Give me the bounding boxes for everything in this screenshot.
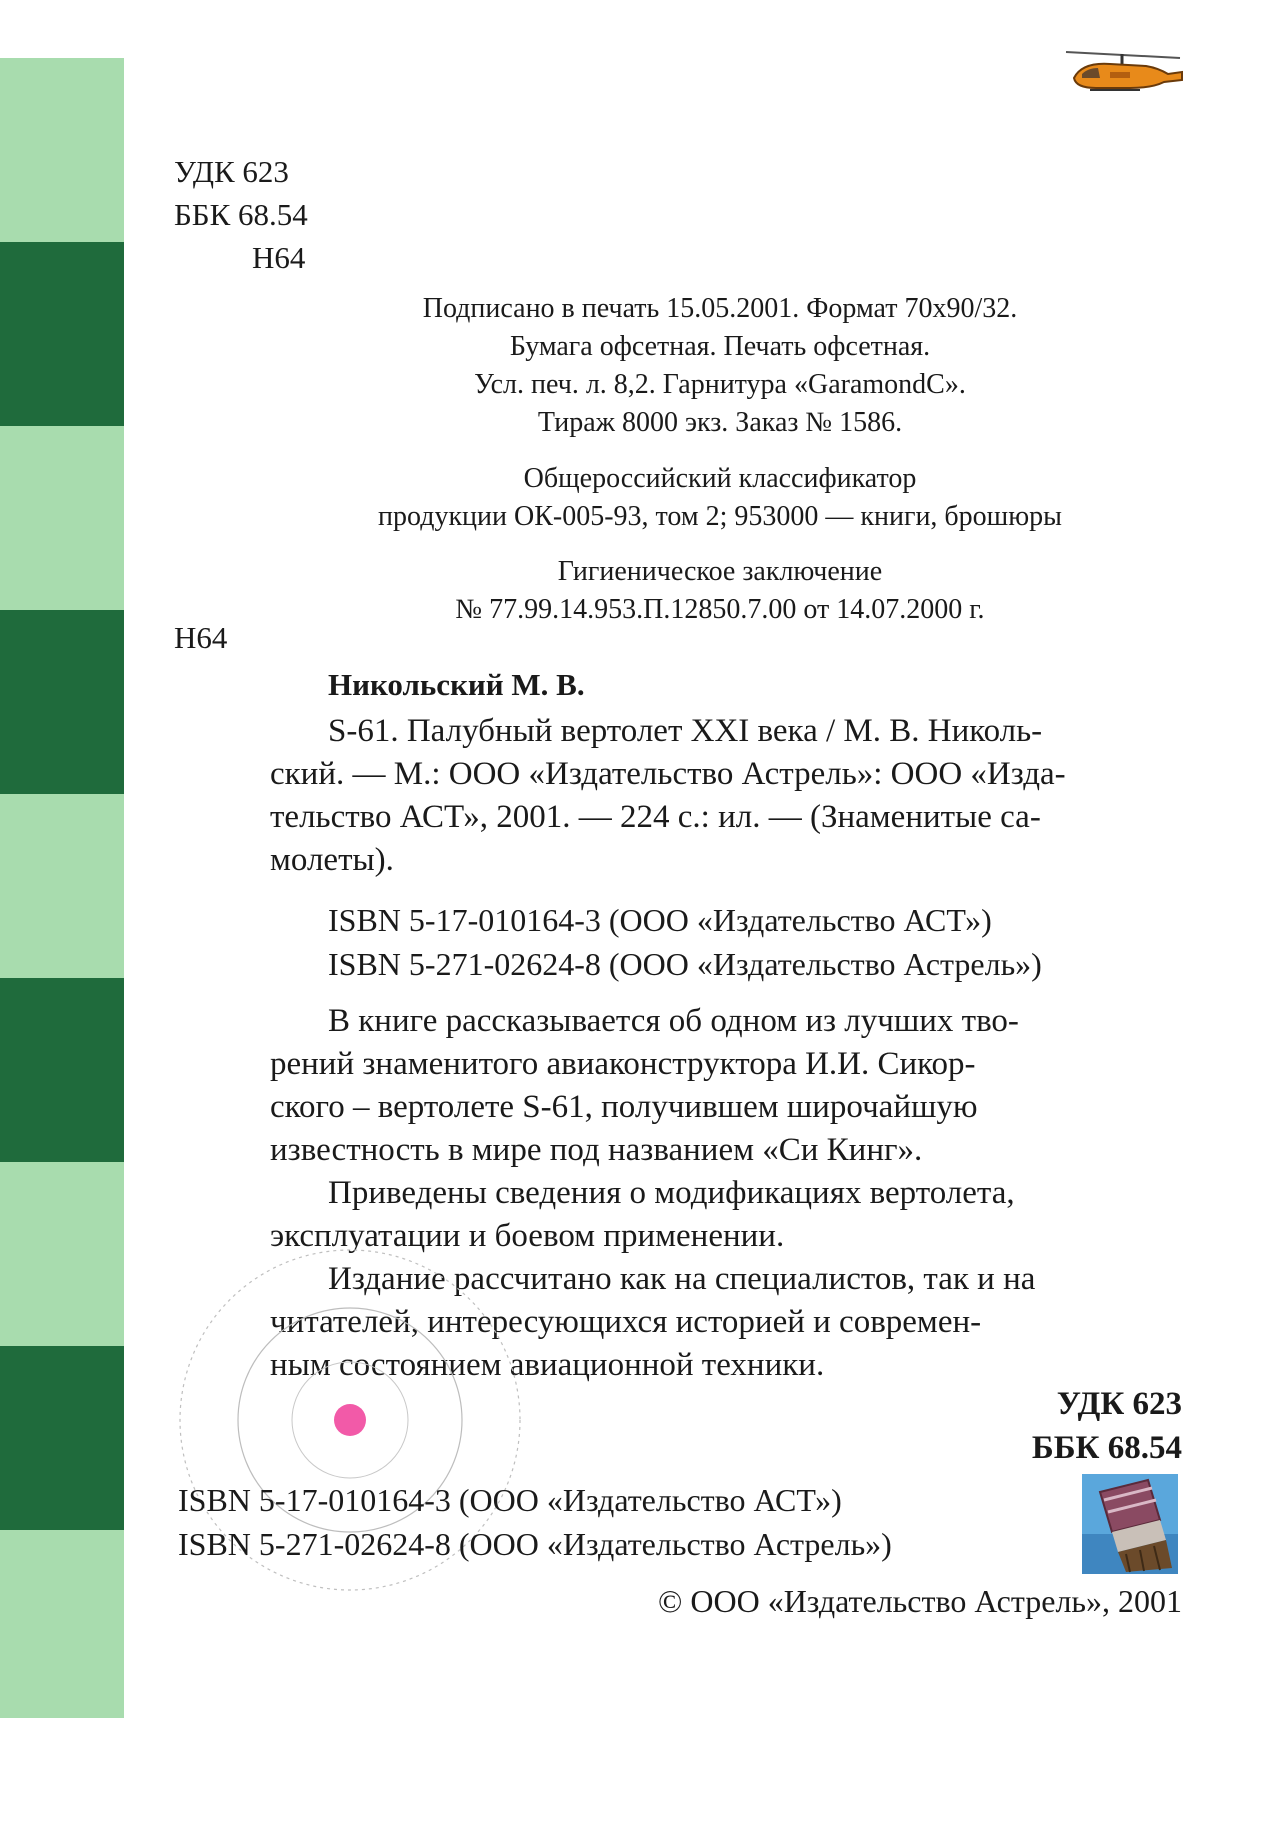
isbn-outer-block [178, 1478, 892, 1566]
isbn-line: ISBN 5-17-010164-3 (ООО «Издательство АСТ») [328, 902, 992, 938]
annotation-line: читателей, интересующихся историей и современ- [270, 1304, 982, 1340]
imprint-line: Тираж 8000 экз. Заказ № 1586. [537, 407, 903, 438]
annotation-line: рений знаменитого авиаконструктора И.И. Сикор- [270, 1046, 976, 1082]
bibliography [270, 710, 1182, 882]
stripe-band-light [0, 58, 124, 242]
stripe-band-dark [0, 978, 124, 1162]
isbn-line: ISBN 5-17-010164-3 (ООО «Издательство АСТ») [178, 1482, 842, 1518]
stripe-band-light [0, 426, 124, 610]
classifier-line: Общероссийский классификатор [523, 463, 917, 494]
bbk-code-bold: ББК 68.54 [1031, 1430, 1182, 1466]
isbn-inner-block [328, 898, 1042, 986]
annotation-line: ского – вертолете S-61, получившем широчайшую [270, 1089, 978, 1125]
annotation-line: ным состоянием авиационной техники. [270, 1347, 825, 1383]
imprint-block [220, 290, 1220, 442]
hygiene-line: Гигиеническое заключение [557, 556, 883, 587]
classifier-line: продукции ОК-005-93, том 2; 953000 — книги, брошюры [378, 501, 1062, 532]
paint-brush-logo [1082, 1474, 1178, 1574]
author-mark: Н64 [252, 240, 306, 275]
isbn-line: ISBN 5-271-02624-8 (ООО «Издательство Астрель») [328, 946, 1042, 982]
imprint-line: Подписано в печать 15.05.2001. Формат 70х90/32. [422, 293, 1018, 324]
annotation-line: Приведены сведения о модификациях вертолета, [328, 1175, 1015, 1211]
annotation-line: эксплуатации и боевом применении. [270, 1218, 785, 1254]
classifier-block [220, 460, 1220, 536]
bbk-code: ББК 68.54 [174, 197, 308, 232]
stripe-band-light [0, 794, 124, 978]
imprint-line: Усл. печ. л. 8,2. Гарнитура «GaramondC». [474, 369, 966, 400]
author-name: Никольский М. В. [328, 667, 585, 702]
annotation-line: известность в мире под названием «Си Кинг». [270, 1132, 923, 1168]
imprint-line: Бумага офсетная. Печать офсетная. [509, 331, 931, 362]
bibliography-line: S-61. Палубный вертолет XXI века / М. В. Николь- [328, 713, 1043, 749]
bibliography-line: молеты). [270, 842, 394, 878]
left-stripe [0, 58, 124, 1718]
isbn-line: ISBN 5-271-02624-8 (ООО «Издательство Астрель») [178, 1526, 892, 1562]
hygiene-line: № 77.99.14.953.П.12850.7.00 от 14.07.2000 г. [455, 594, 985, 625]
helicopter-icon [1060, 44, 1188, 100]
hygiene-block [220, 553, 1220, 629]
bibliography-line: тельство АСТ», 2001. — 224 с.: ил. — (Знаменитые са- [270, 799, 1041, 835]
udk-code: УДК 623 [174, 154, 289, 189]
stripe-band-dark [0, 242, 124, 426]
stripe-band-dark [0, 610, 124, 794]
copyright: © ООО «Издательство Астрель», 2001 [658, 1583, 1182, 1619]
annotation-line: Издание рассчитано как на специалистов, так и на [328, 1261, 1036, 1297]
author-mark-2: Н64 [174, 620, 228, 655]
udk-code-bold: УДК 623 [1056, 1386, 1182, 1422]
bibliography-line: ский. — М.: ООО «Издательство Астрель»: ООО «Изда- [270, 756, 1066, 792]
stripe-band-dark [0, 1346, 124, 1530]
stripe-band-light [0, 1530, 124, 1718]
annotation-line: В книге рассказывается об одном из лучших тво- [328, 1003, 1019, 1039]
stripe-band-light [0, 1162, 124, 1346]
